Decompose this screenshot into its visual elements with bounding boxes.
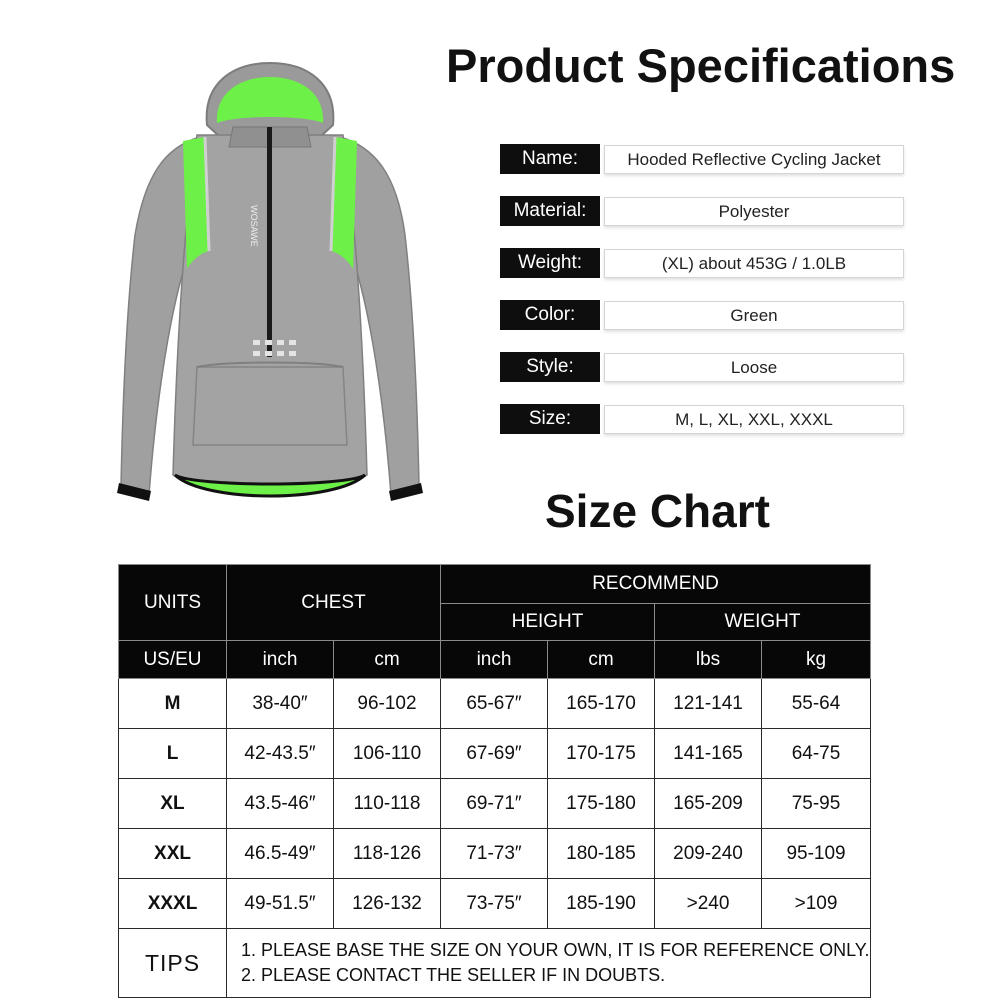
table-row [119, 829, 871, 879]
height-cm-cell: 185-190 [548, 879, 655, 929]
spec-label: Weight: [500, 248, 600, 278]
spec-value: Hooded Reflective Cycling Jacket [604, 145, 904, 174]
header-chest: CHEST [227, 565, 441, 641]
height-cm-cell: 180-185 [548, 829, 655, 879]
header-weight-kg: kg [762, 641, 871, 679]
spec-label: Color: [500, 300, 600, 330]
spec-label: Name: [500, 144, 600, 174]
weight-lbs-cell: 165-209 [655, 779, 762, 829]
chest-inch-cell: 46.5-49″ [227, 829, 334, 879]
spec-label: Material: [500, 196, 600, 226]
table-row [119, 729, 871, 779]
weight-lbs-cell: 209-240 [655, 829, 762, 879]
header-height-cm: cm [548, 641, 655, 679]
chest-cm-cell: 110-118 [334, 779, 441, 829]
header-height-inch: inch [441, 641, 548, 679]
weight-kg-cell: >109 [762, 879, 871, 929]
spec-value: Green [604, 301, 904, 330]
chest-inch-cell: 49-51.5″ [227, 879, 334, 929]
table-row [119, 879, 871, 929]
height-cm-cell: 175-180 [548, 779, 655, 829]
spec-value: (XL) about 453G / 1.0LB [604, 249, 904, 278]
weight-kg-cell: 95-109 [762, 829, 871, 879]
weight-lbs-cell: >240 [655, 879, 762, 929]
chest-inch-cell: 43.5-46″ [227, 779, 334, 829]
header-height: HEIGHT [441, 604, 655, 641]
size-cell: XXXL [119, 879, 227, 929]
header-weight: WEIGHT [655, 604, 871, 641]
size-chart-title: Size Chart [545, 485, 770, 537]
weight-kg-cell: 64-75 [762, 729, 871, 779]
tip-line: 2. PLEASE CONTACT THE SELLER IF IN DOUBTS. [241, 965, 666, 985]
specification-list [500, 144, 904, 456]
weight-lbs-cell: 121-141 [655, 679, 762, 729]
chest-cm-cell: 126-132 [334, 879, 441, 929]
tips-text [227, 929, 871, 998]
chest-inch-cell: 42-43.5″ [227, 729, 334, 779]
tip-line: 1. PLEASE BASE THE SIZE ON YOUR OWN, IT IS FOR REFERENCE ONLY. [241, 940, 870, 960]
height-inch-cell: 73-75″ [441, 879, 548, 929]
weight-kg-cell: 55-64 [762, 679, 871, 729]
size-cell: XXL [119, 829, 227, 879]
tips-label: TIPS [119, 929, 227, 998]
weight-lbs-cell: 141-165 [655, 729, 762, 779]
header-recommend: RECOMMEND [441, 565, 871, 604]
spec-label: Style: [500, 352, 600, 382]
header-units: UNITS [119, 565, 227, 641]
spec-row-weight [500, 248, 904, 278]
spec-label: Size: [500, 404, 600, 434]
jacket-brand-text: WOSAWE [249, 205, 259, 247]
spec-row-size [500, 404, 904, 434]
spec-value: Loose [604, 353, 904, 382]
height-inch-cell: 67-69″ [441, 729, 548, 779]
chest-cm-cell: 118-126 [334, 829, 441, 879]
table-row [119, 779, 871, 829]
size-chart-table [118, 564, 871, 998]
jacket-zipper [267, 127, 272, 357]
chest-cm-cell: 96-102 [334, 679, 441, 729]
spec-value: M, L, XL, XXL, XXXL [604, 405, 904, 434]
product-specifications-title: Product Specifications [446, 39, 956, 92]
size-cell: M [119, 679, 227, 729]
weight-kg-cell: 75-95 [762, 779, 871, 829]
spec-row-style [500, 352, 904, 382]
height-inch-cell: 71-73″ [441, 829, 548, 879]
size-cell: L [119, 729, 227, 779]
spec-row-name [500, 144, 904, 174]
height-cm-cell: 170-175 [548, 729, 655, 779]
table-row [119, 679, 871, 729]
spec-row-color [500, 300, 904, 330]
header-weight-lbs: lbs [655, 641, 762, 679]
header-us-eu: US/EU [119, 641, 227, 679]
jacket-product-image [105, 55, 435, 505]
chest-inch-cell: 38-40″ [227, 679, 334, 729]
height-cm-cell: 165-170 [548, 679, 655, 729]
tips-row [119, 929, 871, 998]
spec-value: Polyester [604, 197, 904, 226]
spec-row-material [500, 196, 904, 226]
height-inch-cell: 69-71″ [441, 779, 548, 829]
header-chest-cm: cm [334, 641, 441, 679]
height-inch-cell: 65-67″ [441, 679, 548, 729]
size-cell: XL [119, 779, 227, 829]
header-chest-inch: inch [227, 641, 334, 679]
chest-cm-cell: 106-110 [334, 729, 441, 779]
